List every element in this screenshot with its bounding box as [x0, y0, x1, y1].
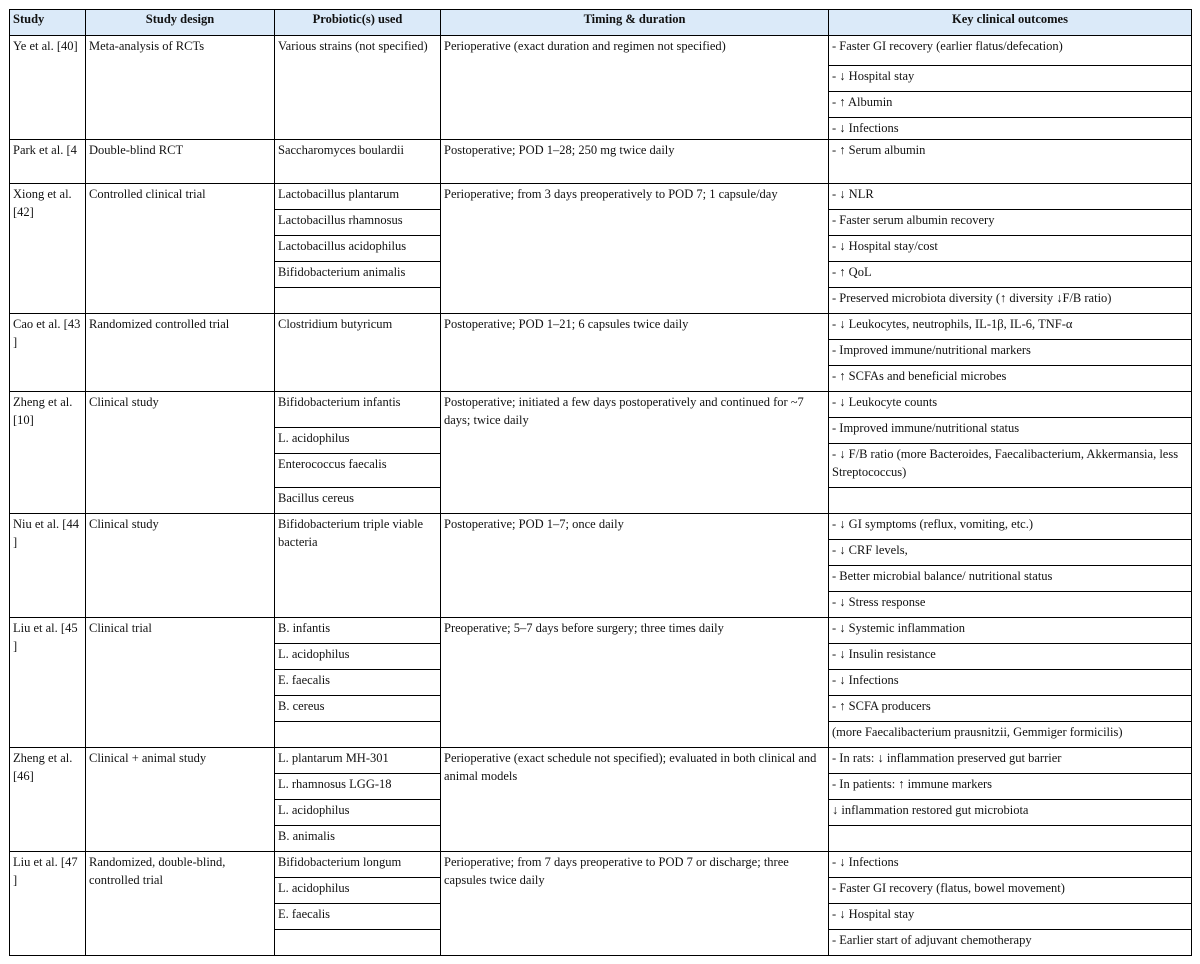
probiotic-cell: L. acidophilus: [274, 799, 441, 826]
probiotic-cell: Lactobacillus plantarum: [274, 183, 441, 210]
design-cell: Meta-analysis of RCTs: [85, 35, 275, 140]
probiotic-cell: L. acidophilus: [274, 877, 441, 904]
design-cell: Clinical study: [85, 391, 275, 514]
outcome-cell: - ↑ QoL: [828, 261, 1192, 288]
data-table: [9, 9, 1191, 955]
outcome-cell: - Better microbial balance/ nutritional status: [828, 565, 1192, 592]
outcome-cell: - ↓ Systemic inflammation: [828, 617, 1192, 644]
probiotic-cell: [274, 287, 441, 314]
probiotic-cell: Bifidobacterium infantis: [274, 391, 441, 428]
outcome-cell: ↓ inflammation restored gut microbiota: [828, 799, 1192, 826]
outcome-cell: - Preserved microbiota diversity (↑ diversity ↓F/B ratio): [828, 287, 1192, 314]
design-cell: Double-blind RCT: [85, 139, 275, 184]
outcome-cell: - ↓ NLR: [828, 183, 1192, 210]
probiotic-cell: Lactobacillus acidophilus: [274, 235, 441, 262]
probiotic-cell: Lactobacillus rhamnosus: [274, 209, 441, 236]
outcome-cell: - ↓ CRF levels,: [828, 539, 1192, 566]
probiotic-cell: E. faecalis: [274, 669, 441, 696]
timing-cell: Preoperative; 5–7 days before surgery; three times daily: [440, 617, 829, 748]
design-cell: Clinical study: [85, 513, 275, 618]
outcome-cell: - Improved immune/nutritional status: [828, 417, 1192, 444]
outcome-cell: - ↑ Albumin: [828, 91, 1192, 118]
timing-cell: Perioperative (exact schedule not specified); evaluated in both clinical and animal models: [440, 747, 829, 852]
timing-cell: Postoperative; POD 1–28; 250 mg twice daily: [440, 139, 829, 184]
timing-cell: Postoperative; POD 1–21; 6 capsules twice daily: [440, 313, 829, 392]
outcome-cell: - ↓ Infections: [828, 851, 1192, 878]
study-cell: Zheng et al. [10]: [9, 391, 86, 514]
probiotic-cell: [274, 929, 441, 956]
outcome-cell: - ↓ Infections: [828, 117, 1192, 140]
timing-cell: Perioperative; from 7 days preoperative to POD 7 or discharge; three capsules twice daily: [440, 851, 829, 956]
design-cell: Clinical + animal study: [85, 747, 275, 852]
outcome-cell: - Faster serum albumin recovery: [828, 209, 1192, 236]
outcome-cell: - ↓ F/B ratio (more Bacteroides, Faecalibacterium, Akkermansia, less Streptococcus): [828, 443, 1192, 488]
timing-cell: Postoperative; initiated a few days postoperatively and continued for ~7 days; twice daily: [440, 391, 829, 514]
outcome-cell: - ↓ Insulin resistance: [828, 643, 1192, 670]
timing-cell: Postoperative; POD 1–7; once daily: [440, 513, 829, 618]
header-timing: Timing & duration: [440, 9, 829, 36]
outcome-cell: - ↓ GI symptoms (reflux, vomiting, etc.): [828, 513, 1192, 540]
probiotic-cell: L. plantarum MH-301: [274, 747, 441, 774]
outcome-cell: - ↓ Hospital stay: [828, 65, 1192, 92]
study-cell: Liu et al. [45 ]: [9, 617, 86, 748]
probiotic-cell: [274, 721, 441, 748]
study-cell: Niu et al. [44 ]: [9, 513, 86, 618]
design-cell: Randomized controlled trial: [85, 313, 275, 392]
outcome-cell: - ↓ Hospital stay: [828, 903, 1192, 930]
outcome-cell: - Faster GI recovery (flatus, bowel movement): [828, 877, 1192, 904]
outcome-cell: - Earlier start of adjuvant chemotherapy: [828, 929, 1192, 956]
probiotic-cell: Bifidobacterium triple viable bacteria: [274, 513, 441, 618]
study-cell: Xiong et al. [42]: [9, 183, 86, 314]
probiotic-cell: Bacillus cereus: [274, 487, 441, 514]
outcome-cell: - ↓ Hospital stay/cost: [828, 235, 1192, 262]
header-study: Study: [9, 9, 86, 36]
outcome-cell: - Faster GI recovery (earlier flatus/defecation): [828, 35, 1192, 66]
design-cell: Clinical trial: [85, 617, 275, 748]
study-cell: Ye et al. [40]: [9, 35, 86, 140]
probiotic-cell: B. animalis: [274, 825, 441, 852]
header-outcomes: Key clinical outcomes: [828, 9, 1192, 36]
probiotic-cell: L. rhamnosus LGG-18: [274, 773, 441, 800]
header-probiotics: Probiotic(s) used: [274, 9, 441, 36]
study-cell: Cao et al. [43 ]: [9, 313, 86, 392]
outcome-cell: - ↓ Infections: [828, 669, 1192, 696]
outcome-cell: - ↑ SCFAs and beneficial microbes: [828, 365, 1192, 392]
timing-cell: Perioperative; from 3 days preoperatively to POD 7; 1 capsule/day: [440, 183, 829, 314]
outcome-cell: - ↓ Stress response: [828, 591, 1192, 618]
outcome-cell: - ↓ Leukocyte counts: [828, 391, 1192, 418]
outcome-cell: - In rats: ↓ inflammation preserved gut barrier: [828, 747, 1192, 774]
probiotic-cell: Enterococcus faecalis: [274, 453, 441, 488]
timing-cell: Perioperative (exact duration and regimen not specified): [440, 35, 829, 140]
probiotic-cell: E. faecalis: [274, 903, 441, 930]
study-cell: Liu et al. [47 ]: [9, 851, 86, 956]
probiotic-cell: L. acidophilus: [274, 427, 441, 454]
probiotic-cell: L. acidophilus: [274, 643, 441, 670]
outcome-cell: - In patients: ↑ immune markers: [828, 773, 1192, 800]
outcome-cell: (more Faecalibacterium prausnitzii, Gemmiger formicilis): [828, 721, 1192, 748]
study-cell: Park et al. [4: [9, 139, 86, 184]
header-design: Study design: [85, 9, 275, 36]
outcome-cell: [828, 487, 1192, 514]
study-cell: Zheng et al. [46]: [9, 747, 86, 852]
probiotic-cell: Bifidobacterium longum: [274, 851, 441, 878]
outcome-cell: [828, 825, 1192, 852]
probiotic-cell: Various strains (not specified): [274, 35, 441, 140]
probiotic-cell: Bifidobacterium animalis: [274, 261, 441, 288]
outcome-cell: - ↑ SCFA producers: [828, 695, 1192, 722]
probiotic-cell: B. infantis: [274, 617, 441, 644]
probiotic-cell: Saccharomyces boulardii: [274, 139, 441, 184]
probiotic-cell: B. cereus: [274, 695, 441, 722]
outcome-cell: - Improved immune/nutritional markers: [828, 339, 1192, 366]
design-cell: Randomized, double-blind, controlled trial: [85, 851, 275, 956]
probiotic-cell: Clostridium butyricum: [274, 313, 441, 392]
outcome-cell: - ↓ Leukocytes, neutrophils, IL-1β, IL-6, TNF-α: [828, 313, 1192, 340]
design-cell: Controlled clinical trial: [85, 183, 275, 314]
outcome-cell: - ↑ Serum albumin: [828, 139, 1192, 184]
